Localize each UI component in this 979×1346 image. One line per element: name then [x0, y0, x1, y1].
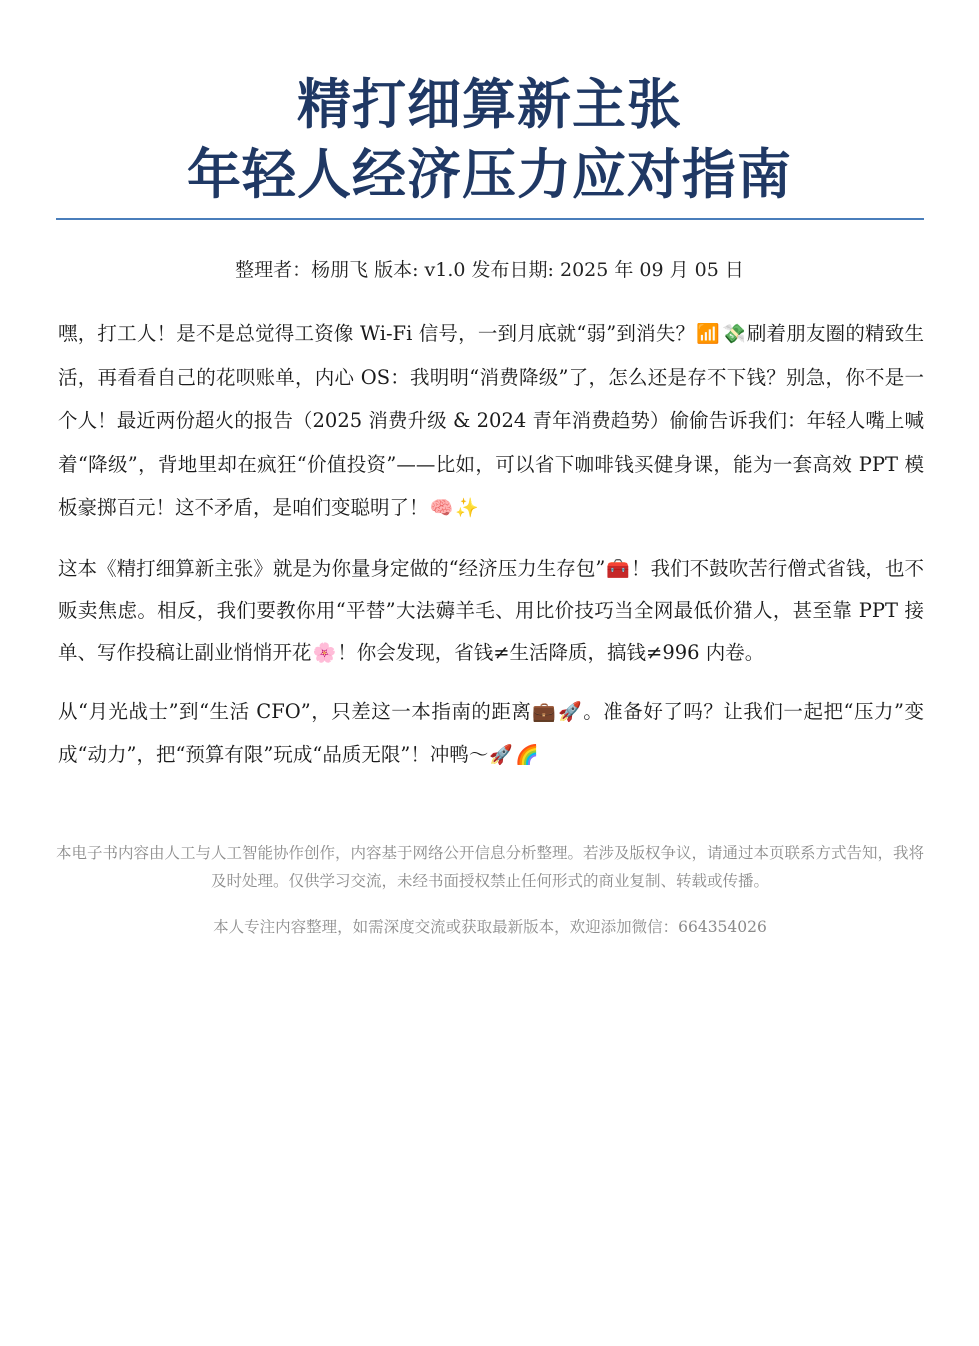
sparkles-icon: ✨	[455, 497, 479, 519]
document-body	[58, 312, 924, 777]
paragraph-text: ！我们不鼓吹苦行僧式省钱，也不贩卖焦虑。相反，我们要教你用“平替”大法薅羊毛、用比价技巧当全网最低价猎人，甚至靠 PPT 接单、写作投稿让副业悄悄开花	[58, 556, 924, 664]
paragraph-text: 刷着朋友圈的精致生活，再看看自己的花呗账单，内心 OS：我明明“消费降级”了，怎么还是存不下钱？别急，你不是一个人！最近两份超火的报告（2025 消费升级 & 2024 青年消费趋势）偷偷告诉我们：年轻人嘴上喊着“降级”，背地里却在疯狂“价值投资”——比如，可以省下咖啡钱买健身课，能为一套高效 PPT 模板豪掷百元！这不矛盾，是咱们变聪明了！	[58, 322, 924, 519]
cherry-blossom-icon: 🌸	[312, 641, 337, 664]
paragraph-about-book	[58, 548, 924, 674]
document-title	[56, 70, 923, 210]
brain-icon: 🧠	[429, 497, 454, 519]
signal-bars-icon: 📶	[696, 323, 720, 345]
title-divider	[56, 218, 924, 220]
money-wings-icon: 💸	[721, 323, 746, 345]
paragraph-text: 这本《精打细算新主张》就是为你量身定做的“经济压力生存包”	[58, 556, 606, 580]
paragraph-call-to-action	[58, 690, 924, 777]
paragraph-intro	[58, 312, 924, 530]
document-meta: 整理者：杨朋飞 版本: v1.0 发布日期: 2025 年 09 月 05 日	[235, 259, 744, 281]
paragraph-text: 从“月光战士”到“生活 CFO”，只差这一本指南的距离	[58, 699, 532, 723]
survival-kit-icon: 🧰	[606, 557, 630, 580]
title-line-1: 精打细算新主张	[297, 73, 682, 136]
title-line-2: 年轻人经济压力应对指南	[187, 143, 792, 206]
contact-info: 本人专注内容整理，如需深度交流或获取最新版本，欢迎添加微信：664354026	[213, 918, 767, 936]
rocket-icon: 🚀	[558, 700, 582, 723]
rocket-icon: 🚀	[489, 744, 513, 766]
paragraph-text: ！你会发现，省钱≠生活降质，搞钱≠996 内卷。	[337, 640, 765, 664]
paragraph-text: 。准备好了吗？让我们一起把“压力”变成“动力”，把“预算有限”玩成“品质无限”！冲鸭～	[58, 699, 924, 766]
copyright-notice: 本电子书内容由人工与人工智能协作创作，内容基于网络公开信息分析整理。若涉及版权争议，请通过本页联系方式告知，我将及时处理。仅供学习交流，未经书面授权禁止任何形式的商业复制、转载或传播。	[56, 844, 925, 890]
briefcase-icon: 💼	[532, 700, 557, 723]
paragraph-text: 嘿，打工人！是不是总觉得工资像 Wi-Fi 信号，一到月底就“弱”到消失？	[58, 322, 696, 345]
rainbow-icon: 🌈	[515, 744, 539, 766]
